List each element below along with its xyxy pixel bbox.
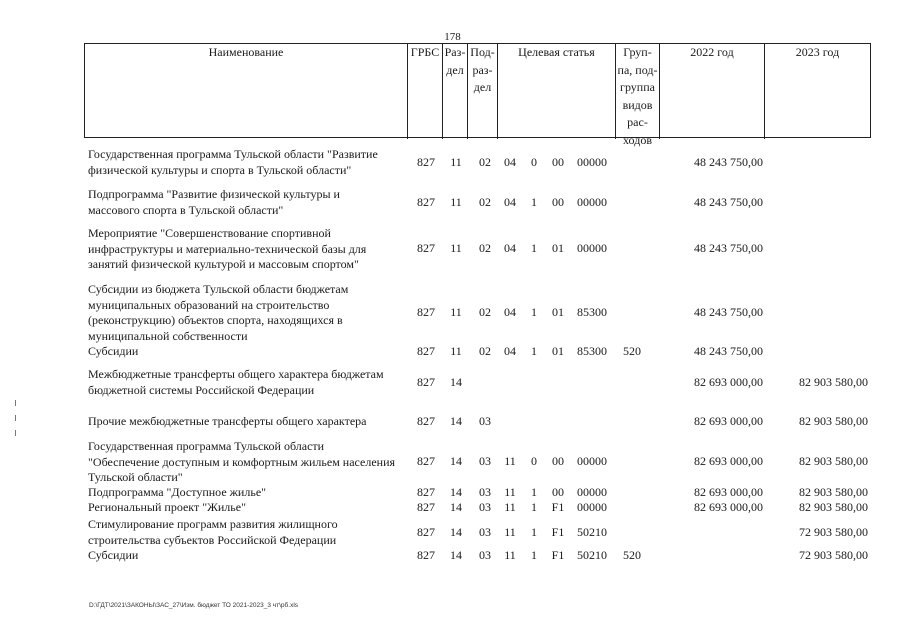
- cell-grbs: 827: [417, 344, 435, 358]
- cell-t3: 00: [552, 454, 564, 468]
- cell-pr: 02: [479, 155, 491, 169]
- header-podrazdel: Под- раз- дел: [467, 44, 497, 139]
- cell-t1: 11: [504, 500, 516, 514]
- cell-rz: 14: [450, 485, 462, 499]
- cell-t1: 04: [504, 155, 516, 169]
- cell-t3: F1: [551, 500, 565, 514]
- cell-pr: 02: [479, 344, 491, 358]
- header-2023: 2023 год: [764, 44, 870, 139]
- cell-rz: 11: [450, 241, 462, 255]
- cell-t1: 11: [504, 454, 516, 468]
- cell-y2023: 72 903 580,00: [799, 525, 868, 539]
- cell-y2023: 82 903 580,00: [799, 454, 868, 468]
- cell-pr: 03: [479, 548, 491, 562]
- cell-rz: 11: [450, 155, 462, 169]
- cell-t1: 11: [504, 485, 516, 499]
- cell-t4: 00000: [577, 485, 607, 499]
- cell-y2022: 82 693 000,00: [694, 485, 763, 499]
- cell-pr: 03: [479, 485, 491, 499]
- cell-t3: 01: [552, 241, 564, 255]
- cell-y2023: 72 903 580,00: [799, 548, 868, 562]
- cell-vr: 520: [623, 548, 641, 562]
- cell-y2022: 48 243 750,00: [694, 155, 763, 169]
- row-name: Стимулирование программ развития жилищного строительства субъектов Российской Федерации: [88, 517, 338, 547]
- row-name: Межбюджетные трансферты общего характера бюджетам бюджетной системы Российской Федерации: [88, 367, 384, 397]
- cell-y2022: 48 243 750,00: [694, 195, 763, 209]
- row-name: Прочие межбюджетные трансферты общего характера: [88, 414, 367, 428]
- cell-t2: 1: [531, 500, 537, 514]
- cell-grbs: 827: [417, 155, 435, 169]
- row-name: Подпрограмма "Доступное жилье": [88, 485, 267, 499]
- cell-t2: 0: [531, 454, 537, 468]
- cell-rz: 14: [450, 454, 462, 468]
- cell-y2023: 82 903 580,00: [799, 485, 868, 499]
- cell-t2: 1: [531, 485, 537, 499]
- row-name: Региональный проект "Жилье": [88, 500, 246, 514]
- scan-mark: [15, 430, 16, 436]
- cell-rz: 14: [450, 375, 462, 389]
- cell-t3: 00: [552, 485, 564, 499]
- cell-t3: F1: [551, 548, 565, 562]
- scan-mark: [15, 415, 16, 421]
- cell-t4: 85300: [577, 305, 607, 319]
- cell-pr: 02: [479, 195, 491, 209]
- cell-grbs: 827: [417, 525, 435, 539]
- scan-mark: [15, 400, 16, 406]
- row-name: Субсидии: [88, 344, 139, 358]
- cell-y2022: 48 243 750,00: [694, 305, 763, 319]
- cell-pr: 02: [479, 241, 491, 255]
- cell-y2022: 82 693 000,00: [694, 375, 763, 389]
- cell-t2: 1: [531, 344, 537, 358]
- cell-t1: 11: [504, 525, 516, 539]
- header-target: Целевая статья: [497, 44, 615, 139]
- header-grbs: ГРБС: [407, 44, 442, 139]
- cell-grbs: 827: [417, 454, 435, 468]
- cell-y2022: 82 693 000,00: [694, 454, 763, 468]
- cell-rz: 14: [450, 414, 462, 428]
- cell-rz: 11: [450, 195, 462, 209]
- cell-y2022: 48 243 750,00: [694, 344, 763, 358]
- row-name: Мероприятие "Совершенствование спортивной инфраструктуры и материально-технической базы для занятий физической культурой и массовым спортом": [88, 226, 367, 271]
- cell-t2: 1: [531, 241, 537, 255]
- cell-rz: 11: [450, 305, 462, 319]
- cell-pr: 03: [479, 500, 491, 514]
- cell-pr: 02: [479, 305, 491, 319]
- cell-grbs: 827: [417, 241, 435, 255]
- cell-t4: 00000: [577, 241, 607, 255]
- cell-grbs: 827: [417, 305, 435, 319]
- cell-t4: 50210: [577, 525, 607, 539]
- cell-t1: 11: [504, 548, 516, 562]
- cell-t4: 00000: [577, 454, 607, 468]
- header-2022: 2022 год: [659, 44, 764, 139]
- cell-y2023: 82 903 580,00: [799, 375, 868, 389]
- cell-t2: 1: [531, 548, 537, 562]
- cell-vr: 520: [623, 344, 641, 358]
- row-name: Государственная программа Тульской области "Обеспечение доступным и комфортным жильем населения Тульской области": [88, 439, 396, 484]
- cell-t3: 01: [552, 305, 564, 319]
- cell-t3: 01: [552, 344, 564, 358]
- cell-t1: 04: [504, 344, 516, 358]
- row-name: Субсидии из бюджета Тульской области бюджетам муниципальных образований на строительство (реконструкцию) объектов спорта, находящихся в муниципальной собственности: [88, 282, 349, 343]
- file-path: D:\ГДТ\2021\ЗАКОНЫ\ЗАС_27\Изм. бюджет ТО 2021-2023_3 чт\рб.xls: [89, 602, 299, 609]
- cell-t3: 00: [552, 155, 564, 169]
- cell-t1: 04: [504, 241, 516, 255]
- cell-y2022: 82 693 000,00: [694, 414, 763, 428]
- cell-t2: 0: [531, 155, 537, 169]
- cell-pr: 03: [479, 454, 491, 468]
- cell-y2023: 82 903 580,00: [799, 500, 868, 514]
- cell-y2022: 48 243 750,00: [694, 241, 763, 255]
- cell-t3: F1: [551, 525, 565, 539]
- cell-rz: 14: [450, 500, 462, 514]
- cell-rz: 14: [450, 548, 462, 562]
- cell-t3: 00: [552, 195, 564, 209]
- row-name: Субсидии: [88, 548, 139, 562]
- cell-t4: 00000: [577, 500, 607, 514]
- cell-rz: 14: [450, 525, 462, 539]
- cell-y2023: 82 903 580,00: [799, 414, 868, 428]
- table-header: [84, 43, 871, 147]
- cell-t4: 50210: [577, 548, 607, 562]
- cell-grbs: 827: [417, 548, 435, 562]
- cell-t1: 04: [504, 305, 516, 319]
- header-group: Груп- па, под- группа видов рас- ходов: [615, 44, 659, 139]
- cell-grbs: 827: [417, 414, 435, 428]
- cell-t1: 04: [504, 195, 516, 209]
- cell-t4: 85300: [577, 344, 607, 358]
- cell-t2: 1: [531, 525, 537, 539]
- cell-y2022: 82 693 000,00: [694, 500, 763, 514]
- page-number: 178: [444, 31, 461, 43]
- cell-t4: 00000: [577, 195, 607, 209]
- row-name: Государственная программа Тульской области "Развитие физической культуры и спорта в Тульской области": [88, 147, 378, 177]
- header-razdel: Раз- дел: [442, 44, 467, 139]
- header-name: Наименование: [208, 45, 284, 59]
- cell-t2: 1: [531, 305, 537, 319]
- cell-grbs: 827: [417, 195, 435, 209]
- row-name: Подпрограмма "Развитие физической культуры и массового спорта в Тульской области": [88, 187, 340, 217]
- cell-grbs: 827: [417, 485, 435, 499]
- cell-grbs: 827: [417, 375, 435, 389]
- cell-t2: 1: [531, 195, 537, 209]
- cell-pr: 03: [479, 525, 491, 539]
- cell-grbs: 827: [417, 500, 435, 514]
- cell-pr: 03: [479, 414, 491, 428]
- cell-t4: 00000: [577, 155, 607, 169]
- cell-rz: 11: [450, 344, 462, 358]
